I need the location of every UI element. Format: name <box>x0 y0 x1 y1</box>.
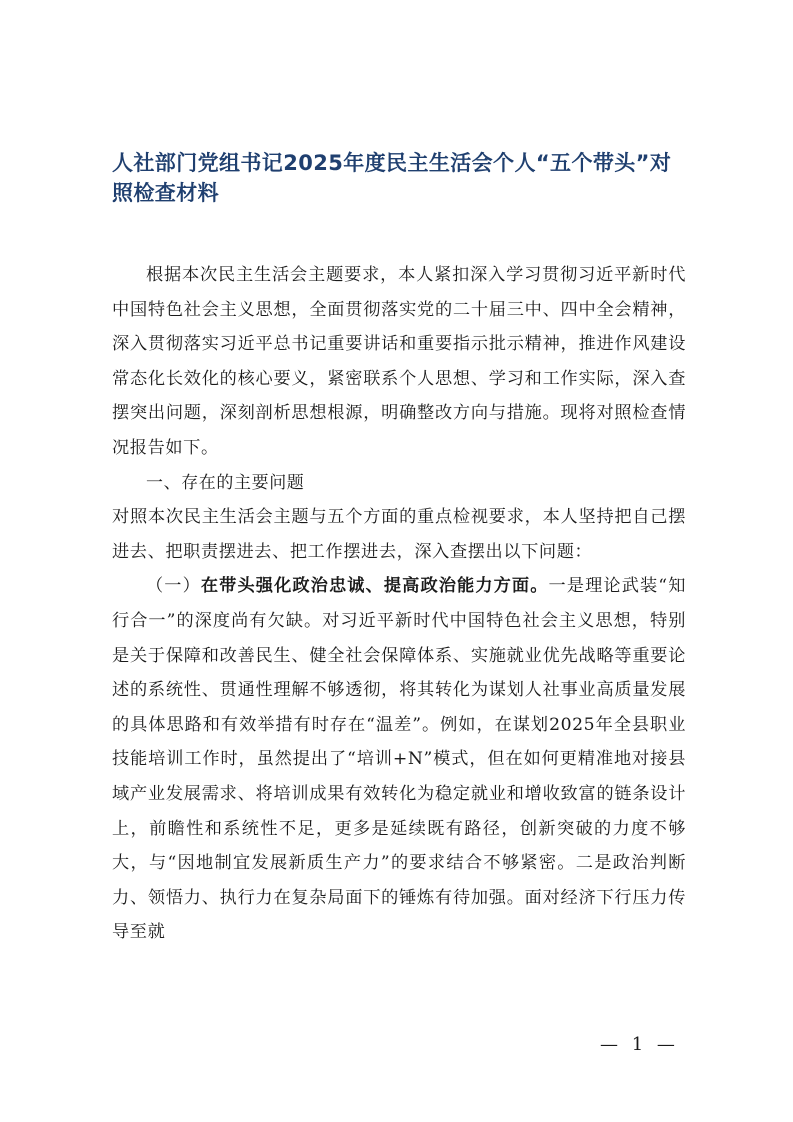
subsection-paragraph <box>112 569 686 950</box>
intro-paragraph: 根据本次民主生活会主题要求，本人紧扣深入学习贯彻习近平新时代中国特色社会主义思想，全面贯彻落实党的二十届三中、四中全会精神，深入贯彻落实习近平总书记重要讲话和重要指示批示精神，推进作风建设常态化长效化的核心要义，紧密联系个人思想、学习和工作实际，深入查摆突出问题，深刻剖析思想根源，明确整改方向与措施。现将对照检查情况报告如下。 <box>112 265 686 458</box>
subsection-text: 一是理论武装“知行合一”的深度尚有欠缺。对习近平新时代中国特色社会主义思想，特别是关于保障和改善民生、健全社会保障体系、实施就业优先战略等重要论述的系统性、贯通性理解不够透彻，将其转化为谋划人社事业高质量发展的具体思路和有效举措有时存在“温差”。例如，在谋划2025年全县职业技能培训工作时，虽然提出了“培训+N”模式，但在如何更精准地对接县域产业发展需求、将培训成果有效转化为稳定就业和增收致富的链条设计上，前瞻性和系统性不足，更多是延续既有路径，创新突破的力度不够大，与“因地制宜发展新质生产力”的要求结合不够紧密。二是政治判断力、领悟力、执行力在复杂局面下的锤炼有待加强。面对经济下行压力传导至就 <box>112 576 686 943</box>
document-title: 人社部门党组书记2025年度民主生活会个人“五个带头”对照检查材料 <box>112 151 672 205</box>
page-number: — 1 — <box>600 1034 679 1055</box>
section-heading: 一、存在的主要问题 <box>146 472 305 493</box>
section-intro-paragraph: 对照本次民主生活会主题与五个方面的重点检视要求，本人坚持把自己摆进去、把职责摆进去、把工作摆进去，深入查摆出以下问题： <box>112 507 686 562</box>
subsection-heading: 在带头强化政治忠诚、提高政治能力方面。 <box>200 576 549 597</box>
document-body <box>112 258 686 950</box>
subsection-number: （一） <box>146 576 201 597</box>
